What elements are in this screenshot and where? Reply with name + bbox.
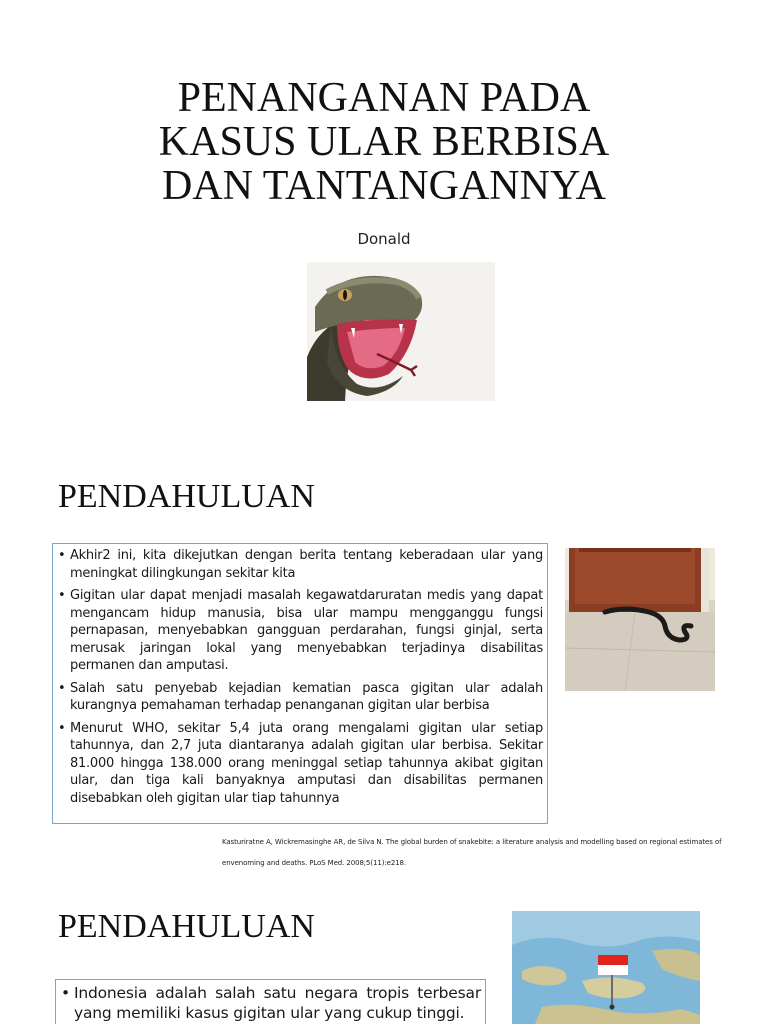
section-title: PENDAHULUAN	[58, 478, 315, 515]
bullet-list	[57, 547, 543, 807]
snake-near-door-photo	[565, 548, 715, 691]
snake-head-icon	[307, 262, 495, 401]
presentation-title	[100, 76, 668, 208]
title-slide	[0, 0, 768, 450]
bullet-item: • Salah satu penyebab kejadian kematian pasca gigitan ular adalah kurangnya pemahaman terhadap penanganan gigitan ular berbisa	[57, 680, 543, 715]
title-line: KASUS ULAR BERBISA	[158, 119, 610, 165]
bullet-item: • Gigitan ular dapat menjadi masalah kegawatdaruratan medis yang dapat mengancam hidup manusia, bisa ular mampu mengganggu fungsi pernapasan, menyebabkan gangguan perdarahan, fungsi ginjal, serta merusak jaringan lokal yang menyebabkan terjadinya disabilitas permanen dan amputasi.	[57, 587, 543, 675]
intro-slide-1	[0, 452, 768, 882]
bullet-item: • Menurut WHO, sekitar 5,4 juta orang mengalami gigitan ular setiap tahunnya, dan 2,7 juta diantaranya adalah gigitan ular berbisa. Sekitar 81.000 hingga 138.000 orang meninggal setiap tahunnya akibat gigitan ular, dan tiga kali banyaknya amputasi dan disabilitas permanen disebabkan oleh gigitan ular tiap tahunnya	[57, 720, 543, 808]
author-name: Donald	[357, 230, 411, 248]
intro-slide-2	[0, 884, 768, 1024]
citation-reference: Kasturiratne A, Wickremasinghe AR, de Silva N. The global burden of snakebite: a literature analysis and modelling based on regional estimates of envenoming and deaths. PLoS Med. 2008;5(11):e218.	[222, 838, 722, 867]
section-title: PENDAHULUAN	[58, 908, 315, 945]
title-line: DAN TANTANGANNYA	[162, 163, 606, 209]
indonesia-map-flag-photo	[512, 911, 700, 1024]
bullet-item: • Akhir2 ini, kita dikejutkan dengan berita tentang keberadaan ular yang meningkat dilingkungan sekitar kita	[57, 547, 543, 582]
title-line: PENANGANAN PADA	[177, 75, 591, 121]
bullet-list-box	[52, 543, 548, 824]
bullet-item: • Indonesia adalah salah satu negara tropis terbesar yang memiliki kasus gigitan ular yang cukup tinggi.	[60, 983, 481, 1023]
bullet-list	[60, 983, 481, 1023]
bullet-list-box	[55, 979, 486, 1024]
